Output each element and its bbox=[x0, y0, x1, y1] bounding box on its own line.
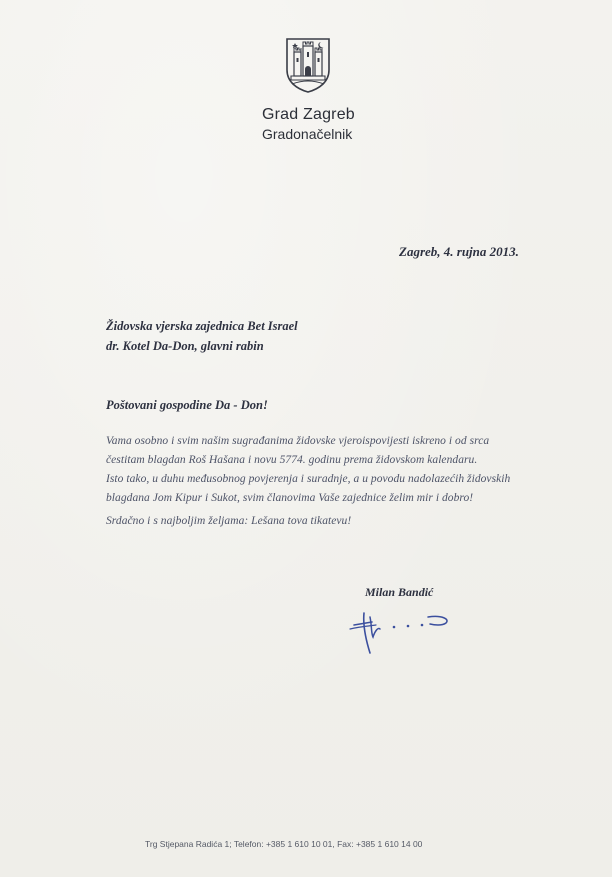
zagreb-coat-of-arms-icon bbox=[284, 36, 332, 94]
body-line: Vama osobno i svim našim sugrađanima židovske vjeroispovijesti iskreno i od srca bbox=[106, 435, 490, 447]
closing-line: Srdačno i s najboljim željama: Lešana tova tikatevu! bbox=[106, 515, 352, 527]
handwritten-signature bbox=[346, 607, 456, 659]
body-line: blagdana Jom Kipur i Sukot, svim članovima Vaše zajednice želim mir i dobro! bbox=[106, 492, 474, 504]
body-line: čestitam blagdan Roš Hašana i novu 5774. godinu prema židovskom kalendaru. bbox=[106, 454, 478, 466]
letterhead-footer: Trg Stjepana Radića 1; Telefon: +385 1 610 10 01, Fax: +385 1 610 14 00 bbox=[145, 839, 423, 849]
recipient-organization: Židovska vjerska zajednica Bet Israel bbox=[106, 319, 298, 333]
signer-name: Milan Bandić bbox=[365, 585, 434, 599]
body-line: Isto tako, u duhu međusobnog povjerenja i suradnje, a u povodu nadolazećih židovskih bbox=[106, 473, 511, 485]
letter-date: Zagreb, 4. rujna 2013. bbox=[399, 244, 519, 259]
letterhead-office: Gradonačelnik bbox=[262, 126, 353, 142]
letterhead-city: Grad Zagreb bbox=[262, 106, 355, 123]
recipient-person: dr. Kotel Da-Don, glavni rabin bbox=[106, 339, 264, 353]
salutation: Poštovani gospodine Da - Don! bbox=[106, 398, 268, 412]
